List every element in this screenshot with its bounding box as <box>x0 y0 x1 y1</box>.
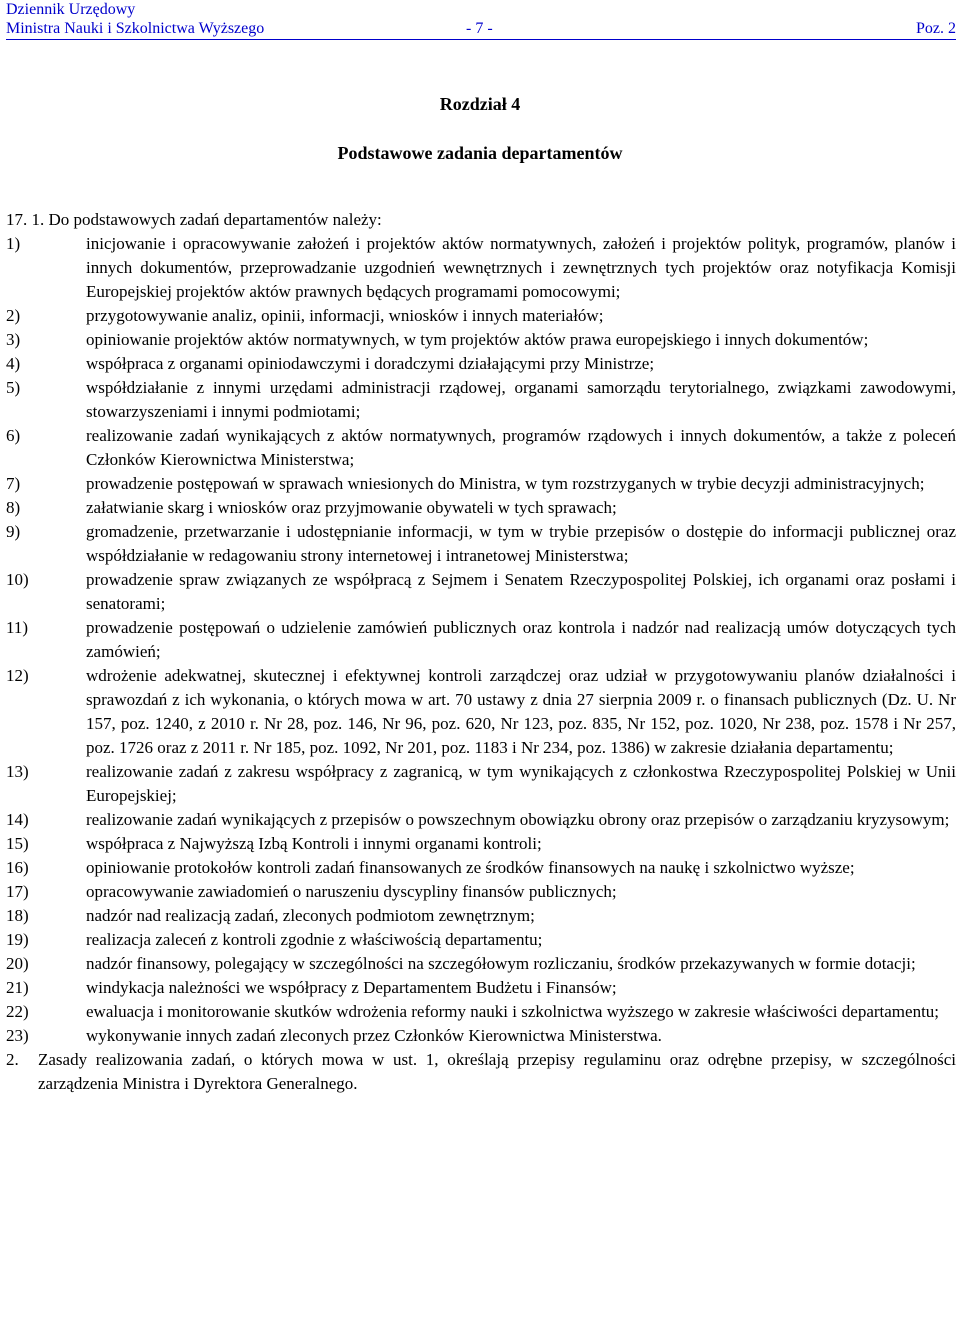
paragraph-2 <box>6 1048 956 1096</box>
list-item-text: realizacja zaleceń z kontroli zgodnie z właściwością departamentu; <box>86 930 543 949</box>
list-item-number: 16) <box>6 858 29 877</box>
list-item <box>6 304 956 328</box>
list-item <box>6 376 956 424</box>
list-item <box>6 232 956 304</box>
list-item-number: 22) <box>6 1002 29 1021</box>
list-item <box>6 1000 956 1024</box>
list-item-number: 14) <box>6 810 29 829</box>
list-item-text: współpraca z organami opiniodawczymi i doradczymi działającymi przy Ministrze; <box>86 354 655 373</box>
list-item-number: 10) <box>6 570 29 589</box>
list-item-number: 13) <box>6 762 29 781</box>
list-item-number: 12) <box>6 666 29 685</box>
list-item <box>6 880 956 904</box>
list-item-number: 2) <box>6 306 21 325</box>
document-body <box>6 208 956 1096</box>
list-item-number: 8) <box>6 498 21 517</box>
paragraph-number: 2. <box>6 1050 19 1069</box>
list-item-number: 17) <box>6 882 29 901</box>
list-item-text: opiniowanie projektów aktów normatywnych, w tym projektów aktów prawa europejskiego i innych dokumentów; <box>86 330 869 349</box>
header-line <box>6 19 956 40</box>
list-item-number: 21) <box>6 978 29 997</box>
list-item-text: prowadzenie postępowań w sprawach wniesionych do Ministra, w tym rozstrzyganych w trybie decyzji administracyjnych; <box>86 474 925 493</box>
ministry-name: Ministra Nauki i Szkolnictwa Wyższego <box>6 20 265 37</box>
list-item-text: załatwianie skarg i wniosków oraz przyjmowanie obywateli w tych sprawach; <box>86 498 617 517</box>
list-item <box>6 760 956 808</box>
list-item <box>6 664 956 760</box>
list-item <box>6 976 956 1000</box>
list-item-text: opracowywanie zawiadomień o naruszeniu dyscypliny finansów publicznych; <box>86 882 617 901</box>
list-item-text: przygotowywanie analiz, opinii, informacji, wniosków i innych materiałów; <box>86 306 604 325</box>
section-intro: 17. 1. Do podstawowych zadań departamentów należy: <box>6 210 382 229</box>
list-item-number: 4) <box>6 354 21 373</box>
list-item-number: 15) <box>6 834 29 853</box>
list-item-text: realizowanie zadań wynikających z aktów normatywnych, programów rządowych i innych dokumentów, a także z poleceń Członków Kierownictwa Ministerstwa; <box>86 426 956 469</box>
list-item-number: 1) <box>6 234 21 253</box>
list-item-number: 11) <box>6 618 29 637</box>
list-item <box>6 904 956 928</box>
list-item-number: 18) <box>6 906 29 925</box>
list-item-text: realizowanie zadań z zakresu współpracy z zagranicą, w tym wynikających z członkostwa Rzeczypospolitej Polskiej w Unii Europejskiej; <box>86 762 956 805</box>
chapter-title: Podstawowe zadania departamentów <box>337 143 623 163</box>
list-item <box>6 952 956 976</box>
chapter-number: Rozdział 4 <box>439 94 521 114</box>
list-item <box>6 520 956 568</box>
list-item <box>6 616 956 664</box>
list-item <box>6 496 956 520</box>
list-item <box>6 928 956 952</box>
list-item-text: realizowanie zadań wynikających z przepisów o powszechnym obowiązku obrony oraz przepisów o zarządzaniu kryzysowym; <box>86 810 950 829</box>
position-number: Poz. 2 <box>916 20 956 37</box>
list-item-text: gromadzenie, przetwarzanie i udostępnianie informacji, w tym w trybie przepisów o dostępie do informacji publicznej oraz współdziałanie w redagowaniu strony internetowej i intranetowej Ministerstwa; <box>86 522 956 565</box>
task-list <box>6 232 956 1048</box>
list-item <box>6 1024 956 1048</box>
list-item-text: prowadzenie postępowań o udzielenie zamówień publicznych oraz kontrola i nadzór nad realizacją umów dotyczących tych zamówień; <box>86 618 956 661</box>
list-item <box>6 352 956 376</box>
list-item-text: wykonywanie innych zadań zleconych przez Członków Kierownictwa Ministerstwa. <box>86 1026 662 1045</box>
list-item <box>6 472 956 496</box>
list-item-number: 6) <box>6 426 21 445</box>
list-item-number: 5) <box>6 378 21 397</box>
list-item <box>6 328 956 352</box>
list-item-text: inicjowanie i opracowywanie założeń i projektów aktów normatywnych, założeń i projektów polityk, programów, planów i innych dokumentów, przeprowadzanie uzgodnień wewnętrznych i zewnętrznych tych projektów oraz notyfikacja Komisji Europejskiej projektów aktów prawnych będących programami pomocowymi; <box>86 234 956 301</box>
list-item-text: prowadzenie spraw związanych ze współpracą z Sejmem i Senatem Rzeczypospolitej Polskiej, ich organami oraz posłami i senatorami; <box>86 570 956 613</box>
list-item-text: ewaluacja i monitorowanie skutków wdrożenia reformy nauki i szkolnictwa wyższego w zakresie właściwości departamentu; <box>86 1002 940 1021</box>
list-item-text: windykacja należności we współpracy z Departamentem Budżetu i Finansów; <box>86 978 617 997</box>
list-item <box>6 832 956 856</box>
list-item-number: 19) <box>6 930 29 949</box>
page-header <box>6 0 956 40</box>
list-item-number: 9) <box>6 522 21 541</box>
list-item-number: 7) <box>6 474 21 493</box>
journal-title: Dziennik Urzędowy <box>6 1 136 18</box>
list-item <box>6 568 956 616</box>
list-item-text: wdrożenie adekwatnej, skutecznej i efektywnej kontroli zarządczej oraz udział w przygotowywaniu planów działalności i sprawozdań z ich wykonania, o których mowa w art. 70 ustawy z dnia 27 sierpnia 2009 r. o finansach publicznych (Dz. U. Nr 157, poz. 1240, z 2010 r. Nr 28, poz. 146, Nr 96, poz. 620, Nr 123, poz. 835, Nr 152, poz. 1020, Nr 238, poz. 1578 i Nr 257, poz. 1726 oraz z 2011 r. Nr 185, poz. 1092, Nr 201, poz. 1183 i Nr 234, poz. 1386) w zakresie działania departamentu; <box>86 666 956 757</box>
page-number: - 7 - <box>466 20 493 37</box>
list-item <box>6 424 956 472</box>
list-item-text: opiniowanie protokołów kontroli zadań finansowanych ze środków finansowych na naukę i szkolnictwo wyższe; <box>86 858 855 877</box>
list-item-number: 23) <box>6 1026 29 1045</box>
list-item <box>6 808 956 832</box>
list-item-text: nadzór nad realizacją zadań, zleconych podmiotom zewnętrznym; <box>86 906 535 925</box>
list-item-text: nadzór finansowy, polegający w szczególności na szczegółowym rozliczaniu, środków przekazywanych w formie dotacji; <box>86 954 916 973</box>
list-item <box>6 856 956 880</box>
list-item-text: współdziałanie z innymi urzędami administracji rządowej, organami samorządu terytorialnego, związkami zawodowymi, stowarzyszeniami i innymi podmiotami; <box>86 378 956 421</box>
paragraph-text: Zasady realizowania zadań, o których mowa w ust. 1, określają przepisy regulaminu oraz odrębne przepisy, w szczególności zarządzenia Ministra i Dyrektora Generalnego. <box>38 1050 956 1093</box>
list-item-number: 20) <box>6 954 29 973</box>
list-item-text: współpraca z Najwyższą Izbą Kontroli i innymi organami kontroli; <box>86 834 542 853</box>
list-item-number: 3) <box>6 330 21 349</box>
